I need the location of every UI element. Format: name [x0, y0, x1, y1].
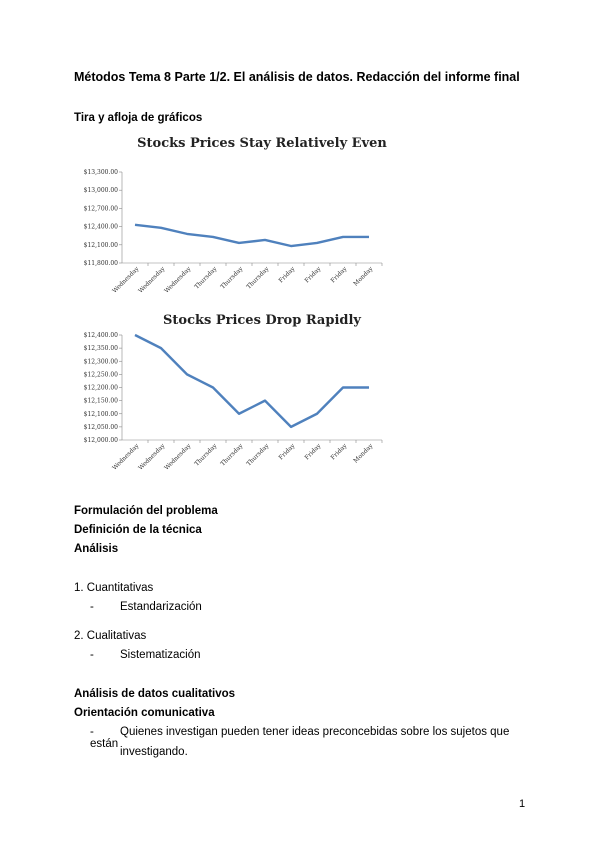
section-heading: Tira y afloja de gráficos [74, 112, 203, 124]
y-tick-label: $11,800.00 [83, 260, 118, 267]
bullet-line-1: Quienes investigan pueden tener ideas preconcebidas sobre los sujetos que están [90, 726, 510, 750]
x-tick-label: Friday [329, 265, 349, 285]
x-tick-label: Friday [329, 442, 349, 462]
x-tick-label: Friday [277, 265, 297, 285]
x-tick-label: Thursday [219, 265, 245, 291]
x-tick-label: Monday [352, 442, 375, 465]
y-tick-label: $12,400.00 [83, 223, 118, 231]
chart-title: Stocks Prices Stay Relatively Even [137, 136, 387, 151]
x-tick-label: Wednesday [163, 442, 193, 472]
y-tick-label: $12,100.00 [83, 241, 118, 249]
x-tick-label: Thursday [245, 442, 271, 468]
x-tick-label: Thursday [219, 442, 245, 468]
y-tick-label: $12,050.00 [83, 423, 118, 431]
y-tick-label: $12,350.00 [83, 345, 118, 353]
y-tick-label: $12,400.00 [83, 332, 118, 339]
x-tick-label: Friday [303, 265, 323, 285]
x-tick-label: Wednesday [111, 265, 141, 295]
y-tick-label: $12,200.00 [83, 384, 118, 392]
y-tick-label: $12,000.00 [83, 437, 118, 444]
sub-item-estandarizacion [90, 601, 202, 613]
y-tick-label: $12,700.00 [83, 205, 118, 213]
y-tick-label: $13,000.00 [83, 187, 118, 195]
x-tick-label: Wednesday [163, 265, 193, 295]
list-item-cuantitativas: 1. Cuantitativas [74, 582, 154, 594]
dash-marker: - [90, 726, 94, 738]
x-tick-label: Monday [352, 265, 375, 288]
x-tick-label: Friday [303, 442, 323, 462]
y-tick-label: $12,300.00 [83, 358, 118, 366]
y-tick-label: $12,150.00 [83, 397, 118, 405]
y-tick-label: $12,250.00 [83, 371, 118, 379]
y-tick-label: $13,300.00 [83, 169, 118, 176]
list-item-cualitativas: 2. Cualitativas [74, 630, 147, 642]
chart-stocks-even [70, 130, 390, 310]
sub-item-label: Sistematización [120, 649, 201, 661]
chart-1-svg [70, 130, 390, 305]
sub-item-sistematizacion [90, 649, 201, 661]
heading-analisis: Análisis [74, 543, 119, 555]
document-title: Métodos Tema 8 Parte 1/2. El análisis de datos. Redacción del informe final [74, 70, 520, 84]
x-tick-label: Wednesday [137, 265, 167, 295]
x-tick-label: Friday [277, 442, 297, 462]
bullet-line-2: investigando. [120, 746, 188, 758]
chart-title: Stocks Prices Drop Rapidly [163, 313, 361, 328]
page-number: 1 [519, 798, 526, 810]
x-tick-label: Thursday [193, 265, 219, 291]
heading-definicion: Definición de la técnica [74, 524, 202, 536]
sub-item-label: Estandarización [120, 601, 202, 613]
x-tick-label: Thursday [245, 265, 271, 291]
y-tick-label: $12,100.00 [83, 410, 118, 418]
chart-2-svg [70, 305, 390, 490]
dash-marker: - [90, 649, 94, 661]
chart-stocks-drop [70, 305, 390, 495]
heading-analisis-cualitativos: Análisis de datos cualitativos [74, 688, 236, 700]
series-line [135, 335, 369, 427]
x-tick-label: Wednesday [111, 442, 141, 472]
x-tick-label: Wednesday [137, 442, 167, 472]
series-line [135, 225, 369, 246]
heading-orientacion: Orientación comunicativa [74, 707, 215, 719]
dash-marker: - [90, 601, 94, 613]
heading-formulacion: Formulación del problema [74, 505, 218, 517]
x-tick-label: Thursday [193, 442, 219, 468]
